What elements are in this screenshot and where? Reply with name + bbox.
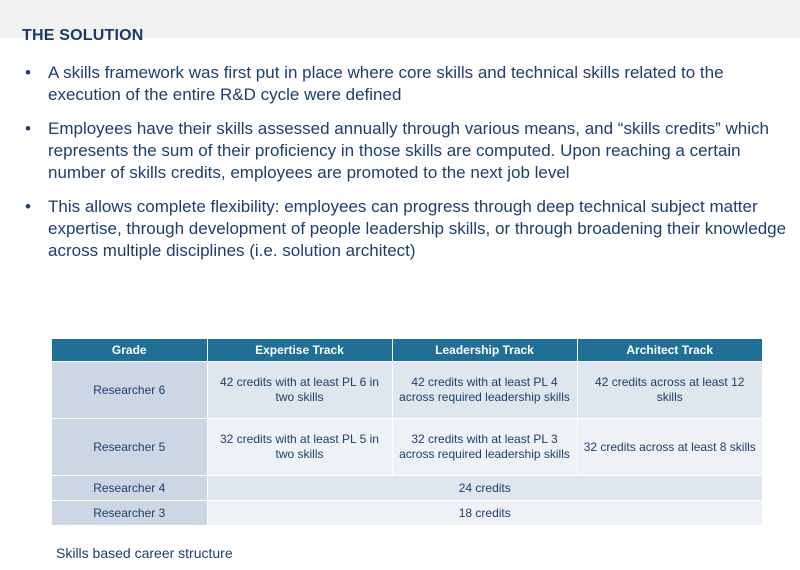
column-header-expertise: Expertise Track (207, 339, 392, 362)
table-row (52, 501, 762, 526)
bullet-dot-icon: • (25, 119, 31, 138)
column-header-architect: Architect Track (577, 339, 762, 362)
architect-cell: 42 credits across at least 12 skills (577, 362, 762, 419)
bullet-item (20, 118, 790, 184)
bullet-text: Employees have their skills assessed annually through various means, and “skills credits” which represents the sum of their proficiency in those skills are computed. Upon reaching a certain number of skills credits, employees are promoted to the next job level (48, 119, 769, 182)
table-caption: Skills based career structure (56, 545, 233, 561)
leadership-cell: 42 credits with at least PL 4 across required leadership skills (392, 362, 577, 419)
bullet-text: This allows complete flexibility: employees can progress through deep technical subject matter expertise, through development of people leadership skills, or through broadening their knowledge across multiple disciplines (i.e. solution architect) (48, 197, 787, 260)
table-row (52, 362, 762, 419)
table-header-row (52, 339, 762, 362)
expertise-cell: 32 credits with at least PL 5 in two skills (207, 419, 392, 476)
column-header-grade: Grade (52, 339, 207, 362)
grade-cell: Researcher 5 (52, 419, 207, 476)
expertise-cell: 42 credits with at least PL 6 in two skills (207, 362, 392, 419)
table-row (52, 419, 762, 476)
grade-cell: Researcher 3 (52, 501, 207, 526)
grade-cell: Researcher 4 (52, 476, 207, 501)
bullet-text: A skills framework was first put in place where core skills and technical skills related to the execution of the entire R&D cycle were defined (48, 63, 724, 104)
bullet-dot-icon: • (25, 197, 31, 216)
bullet-dot-icon: • (25, 63, 31, 82)
bullet-item (20, 196, 790, 262)
merged-credits-cell: 24 credits (207, 476, 762, 501)
bullet-item (20, 62, 790, 106)
merged-credits-cell: 18 credits (207, 501, 762, 526)
column-header-leadership: Leadership Track (392, 339, 577, 362)
grade-cell: Researcher 6 (52, 362, 207, 419)
table-row (52, 476, 762, 501)
leadership-cell: 32 credits with at least PL 3 across required leadership skills (392, 419, 577, 476)
page-title: THE SOLUTION (22, 27, 144, 44)
career-structure-table (52, 339, 762, 525)
architect-cell: 32 credits across at least 8 skills (577, 419, 762, 476)
bullet-list (20, 62, 790, 274)
